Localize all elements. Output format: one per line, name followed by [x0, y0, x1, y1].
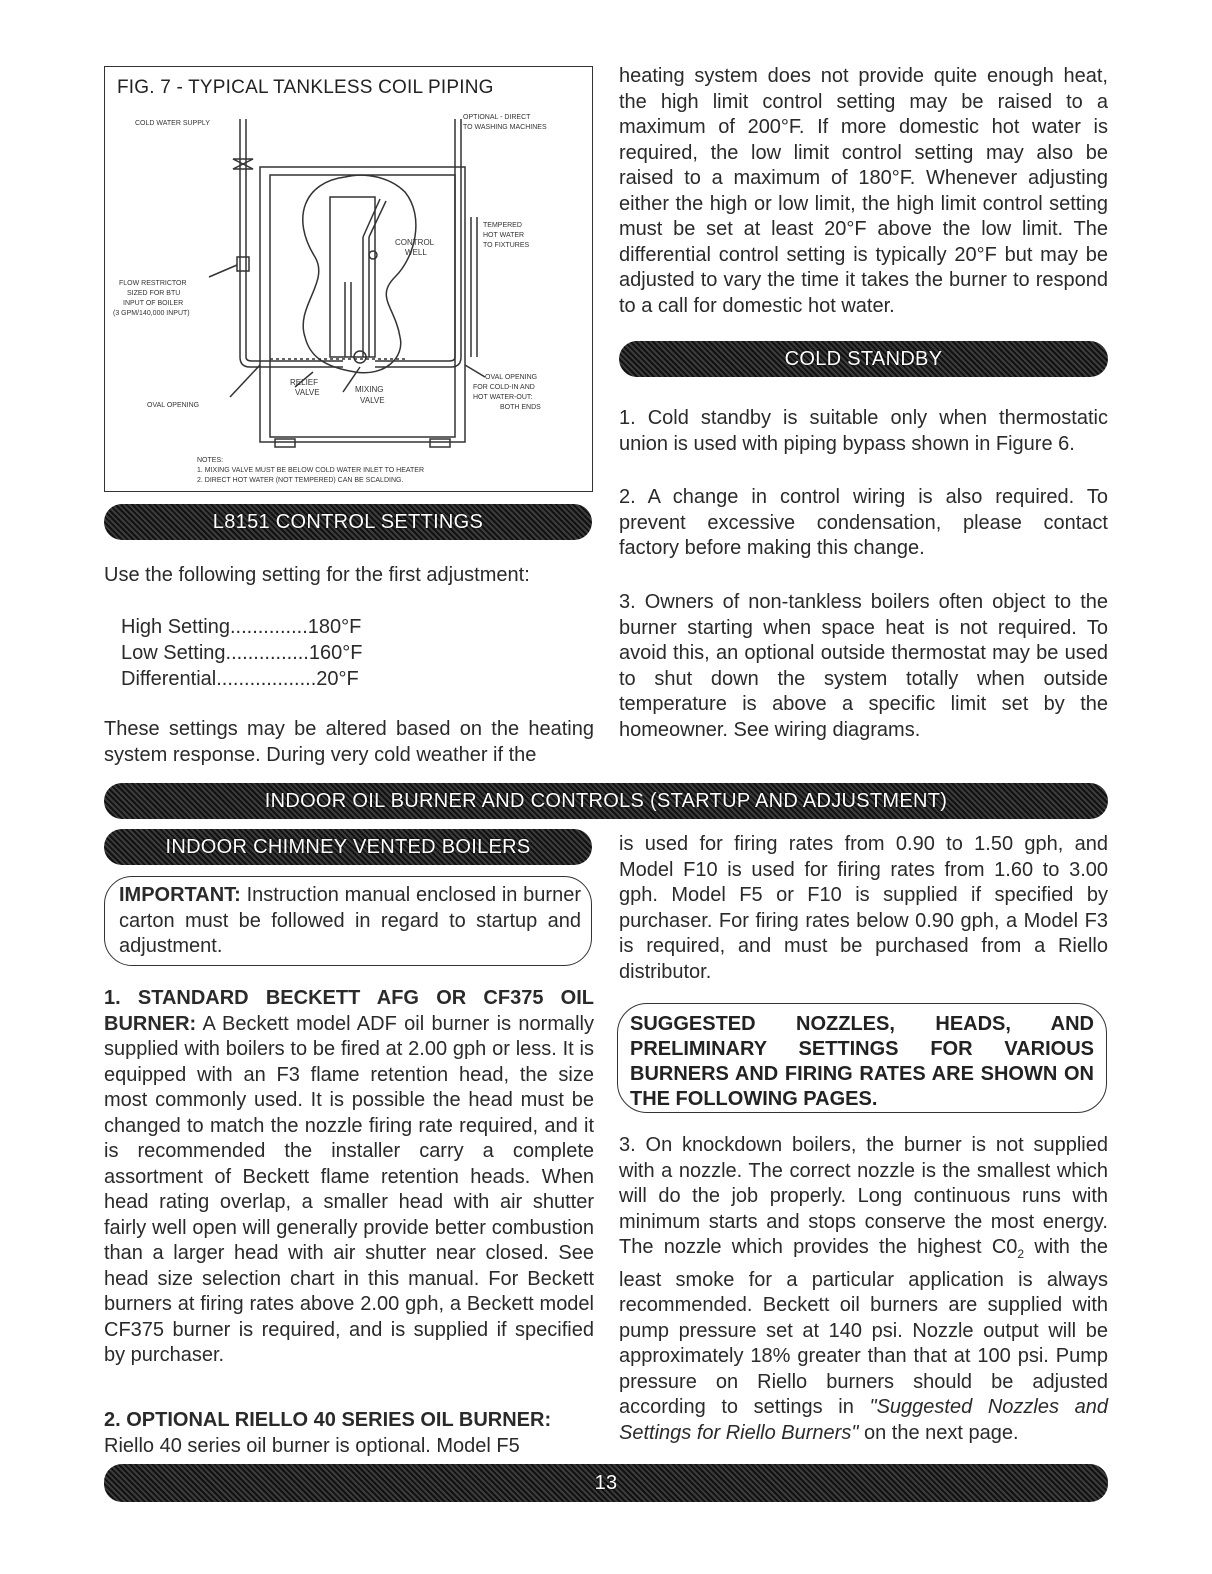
svg-text:TO FIXTURES: TO FIXTURES — [483, 242, 530, 249]
important-box — [104, 876, 592, 966]
right-top-paragraph: heating system does not provide quite enough heat, the high limit control setting may be raised to a maximum of 200°F. If more domestic hot water is required, the low limit control setting may also be raised to a maximum of 180°F. Whenever adjusting either the high or low limit, the high limit control setting must be set at least 20°F above the low limit. The differential control setting is typically 20°F but may be adjusted to vary the time it takes the burner to respond to a call for domestic hot water. — [619, 65, 1108, 317]
label-tempered: TEMPERED — [483, 222, 522, 229]
label-flow-restrictor: FLOW RESTRICTOR — [119, 280, 187, 287]
figure-title: FIG. 7 - TYPICAL TANKLESS COIL PIPING — [117, 77, 494, 98]
label-control-well: CONTROL — [395, 238, 435, 247]
label-oval-opening-right: OVAL OPENING — [485, 374, 538, 381]
riello-continued: is used for firing rates from 0.90 to 1.50 gph, and Model F10 is used for firing rates from 1.60 to 3.00 gph. Model F5 or F10 is supplied if specified by purchaser. For firing rates below 0.90 gph, a Model F3 is required, and must be purchased from a Riello distributor. — [619, 833, 1108, 983]
svg-text:HOT WATER-OUT:: HOT WATER-OUT: — [473, 394, 533, 401]
cold-standby-banner: COLD STANDBY — [619, 341, 1108, 377]
important-text: Instruction manual enclosed in burner carton must be followed in regard to startup and adjustment. — [119, 884, 581, 957]
cold-standby-p3: 3. Owners of non-tankless boilers often object to the burner starting when space heat is not required. To avoid this, an optional outside thermostat may be used to shut down the system totally when outside temperature is above a specific limit set by the homeowner. See wiring diagrams. — [619, 591, 1108, 741]
label-note-2: 2. DIRECT HOT WATER (NOT TEMPERED) CAN BE SCALDING. — [197, 477, 404, 484]
label-relief-valve: RELIEF — [290, 378, 319, 387]
svg-text:WELL: WELL — [405, 248, 427, 257]
knockdown-paragraph: 3. On knockdown boilers, the burner is not supplied with a nozzle. The correct nozzle is the smallest which will do the job properly. Long continuous runs with minimum starts and stops conserve the most energy. The nozzle which provides the highest $C0_2$ with the least smoke for a particular application is always recommended. Beckett oil burners are supplied with pump pressure set at 140 psi. Nozzle output will be approximately 18% greater than that at 100 psi. Pump pressure on Riello burners should be adjusted according to settings in "Suggested Nozzles and Settings for Riello Burners" on the next page. — [619, 1134, 1108, 1444]
l8151-banner: L8151 CONTROL SETTINGS — [104, 504, 592, 540]
svg-text:FOR COLD-IN AND: FOR COLD-IN AND — [473, 384, 535, 391]
riello-heading: 2. OPTIONAL RIELLO 40 SERIES OIL BURNER: — [104, 1409, 552, 1431]
important-label: IMPORTANT: — [119, 884, 241, 906]
setting-differential: Differential..................20°F — [121, 668, 359, 690]
riello-section — [104, 1408, 594, 1459]
l8151-intro: Use the following setting for the first adjustment: — [104, 564, 530, 586]
label-cold-water: COLD WATER SUPPLY — [135, 120, 210, 127]
svg-text:(3 GPM/140,000 INPUT): (3 GPM/140,000 INPUT) — [113, 310, 190, 317]
svg-text:INPUT OF BOILER: INPUT OF BOILER — [123, 300, 184, 307]
svg-text:VALVE: VALVE — [360, 396, 385, 405]
svg-text:SIZED FOR BTU: SIZED FOR BTU — [127, 290, 181, 297]
svg-text:VALVE: VALVE — [295, 388, 320, 397]
setting-low: Low Setting...............160°F — [121, 642, 363, 664]
chimney-vented-banner: INDOOR CHIMNEY VENTED BOILERS — [104, 829, 592, 865]
setting-high: High Setting..............180°F — [121, 616, 362, 638]
svg-text:TO WASHING MACHINES: TO WASHING MACHINES — [463, 124, 547, 131]
figure-7 — [104, 66, 593, 492]
riello-text: Riello 40 series oil burner is optional. Model F5 — [104, 1434, 520, 1457]
page-number-banner — [104, 1464, 1108, 1502]
tankless-coil-diagram — [105, 67, 591, 490]
cold-standby-p1: 1. Cold standby is suitable only when thermostatic union is used with piping bypass shown in Figure 6. — [619, 407, 1108, 455]
beckett-heading: 1. STANDARD BECKETT AFG OR CF375 OIL BURNER: — [104, 987, 594, 1035]
label-optional-direct: OPTIONAL - DIRECT — [463, 114, 531, 121]
label-oval-opening: OVAL OPENING — [147, 402, 200, 409]
indoor-oil-burner-banner: INDOOR OIL BURNER AND CONTROLS (STARTUP AND ADJUSTMENT) — [104, 783, 1108, 819]
svg-text:HOT WATER: HOT WATER — [483, 232, 525, 239]
cold-standby-p2: 2. A change in control wiring is also required. To prevent excessive condensation, please contact factory before making this change. — [619, 486, 1108, 559]
label-mixing-valve: MIXING — [355, 385, 384, 394]
l8151-paragraph: These settings may be altered based on the heating system response. During very cold weather if the — [104, 718, 594, 766]
label-notes: NOTES: — [197, 457, 224, 464]
beckett-section — [104, 986, 594, 1369]
svg-text:BOTH ENDS: BOTH ENDS — [500, 404, 541, 411]
beckett-text: A Beckett model ADF oil burner is normally supplied with boilers to be fired at 2.00 gph or less. It is equipped with an F3 flame retention head, the size most commonly used. It is possible the head must be changed to match the nozzle firing rate required, and it is recommended the installer carry a complete assortment of Beckett flame retention heads. When head rating overlap, a smaller head with air shutter fairly well open will generally provide better combustion than a larger head with air shutter near closed. See head size selection chart in this manual. For Beckett burners at firing rates above 2.00 gph, a Beckett model CF375 burner is required, and is supplied if specified by purchaser. — [104, 1012, 594, 1366]
page-number: 13 — [594, 1472, 618, 1494]
settings-list — [121, 614, 421, 692]
suggested-nozzles-box: SUGGESTED NOZZLES, HEADS, AND PRELIMINARY SETTINGS FOR VARIOUS BURNERS AND FIRING RATES ARE SHOWN ON THE FOLLOWING PAGES. — [617, 1003, 1107, 1113]
label-note-1: 1. MIXING VALVE MUST BE BELOW COLD WATER INLET TO HEATER — [197, 467, 425, 474]
